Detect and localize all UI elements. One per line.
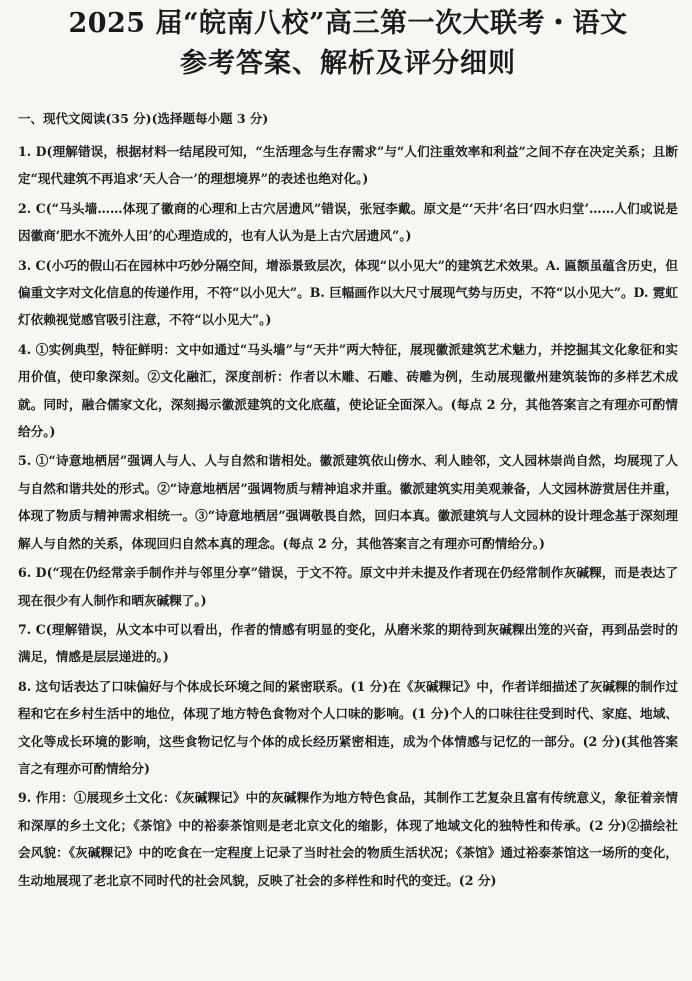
section-heading: 一、现代文阅读(35 分)(选择题每小题 3 分) bbox=[18, 111, 269, 126]
page-subtitle: 参考答案、解析及评分细则 bbox=[180, 48, 516, 79]
answer-item-6: 6. D(“现在仍经常亲手制作并与邻里分享”错误，于文不符。原文中并未提及作者现在仍经常制作灰碱粿，而是表达了现在很少有人制作和晒灰碱粿了。) bbox=[18, 565, 678, 608]
answer-item-3: 3. C(小巧的假山石在园林中巧妙分隔空间，增添景致层次，体现“以小见大”的建筑艺术效果。A. 匾额虽蕴含历史，但偏重文字对文化信息的传递作用，不符“以小见大”。B. 巨幅画作以大尺寸展现气势与历史，不符“以小见大”。D. 霓虹灯依赖视觉感官吸引注意，不符“以小见大”。) bbox=[18, 257, 678, 328]
answer-item-7: 7. C(理解错误，从文本中可以看出，作者的情感有明显的变化，从磨米浆的期待到灰碱粿出笼的兴奋，再到品尝时的满足，情感是层层递进的。) bbox=[18, 621, 678, 665]
answer-item-2: 2. C(“马头墙……体现了徽商的心理和上古穴居遗风”错误，张冠李戴。原文是“‘天井’名曰‘四水归堂’……人们或说是因徽商‘肥水不流外人田’的心理造成的，也有人认为是上古穴居遗风”。) bbox=[18, 200, 678, 244]
answer-item-9: 9. 作用：①展现乡土文化：《灰碱粿记》中的灰碱粿作为地方特色食品，其制作工艺复杂且富有传统意义，象征着亲情和深厚的乡土文化；《茶馆》中的裕泰茶馆则是老北京文化的缩影，体现了地域文化的独特性和传承。(2 分)②描绘社会风貌：《灰碱粿记》中的吃食在一定程度上记录了当时社会的物质生活状况；《茶馆》通过裕泰茶馆这一场所的变化，生动地展现了老北京不同时代的社会风貌，反映了社会的多样性和时代的变迁。(2 分) bbox=[18, 790, 678, 888]
answer-item-1: 1. D(理解错误，根据材料一结尾段可知，“生活理念与生存需求”与“人们注重效率和利益”之间不存在决定关系；且断定“现代建筑不再追求‘天人合一’的理想境界”的表述也绝对化。) bbox=[18, 144, 678, 187]
answer-item-8: 8. 这句话表达了口味偏好与个体成长环境之间的紧密联系。(1 分)在《灰碱粿记》中，作者详细描述了灰碱粿的制作过程和它在乡村生活中的地位，体现了地方特色食物对个人口味的影响。(1 分)个人的口味往往受到时代、家庭、地域、文化等成长环境的影响，这些食物记忆与个体的成长经历紧密相连，成为个体情感与记忆的一部分。(2 分)(其他答案言之有理亦可酌情给分) bbox=[18, 678, 678, 776]
answer-item-4: 4. ①实例典型，特征鲜明：文中如通过“马头墙”与“天井”两大特征，展现徽派建筑艺术魅力，并挖掘其文化象征和实用价值，使印象深刻。②文化融汇，深度剖析：作者以木雕、石雕、砖雕为例，生动展现徽州建筑装饰的多样艺术成就。同时，融合儒家文化，深刻揭示徽派建筑的文化底蕴，使论证全面深入。(每点 2 分，其他答案言之有理亦可酌情给分。) bbox=[18, 341, 678, 440]
page-title: 2025 届“皖南八校”高三第一次大联考・语文 bbox=[68, 8, 628, 39]
answer-item-5: 5. ①“诗意地栖居”强调人与人、人与自然和谐相处。徽派建筑依山傍水、利人睦邻，文人园林崇尚自然，均展现了人与自然和谐共处的形式。②“诗意地栖居”强调物质与精神追求并重。徽派建筑实用美观兼备，人文园林游赏居住并重，体现了物质与精神需求相统一。③“诗意地栖居”强调敬畏自然，回归本真。徽派建筑与人文园林的设计理念基于深刻理解人与自然的关系，体现回归自然本真的理念。(每点 2 分，其他答案言之有理亦可酌情给分。) bbox=[18, 453, 678, 551]
